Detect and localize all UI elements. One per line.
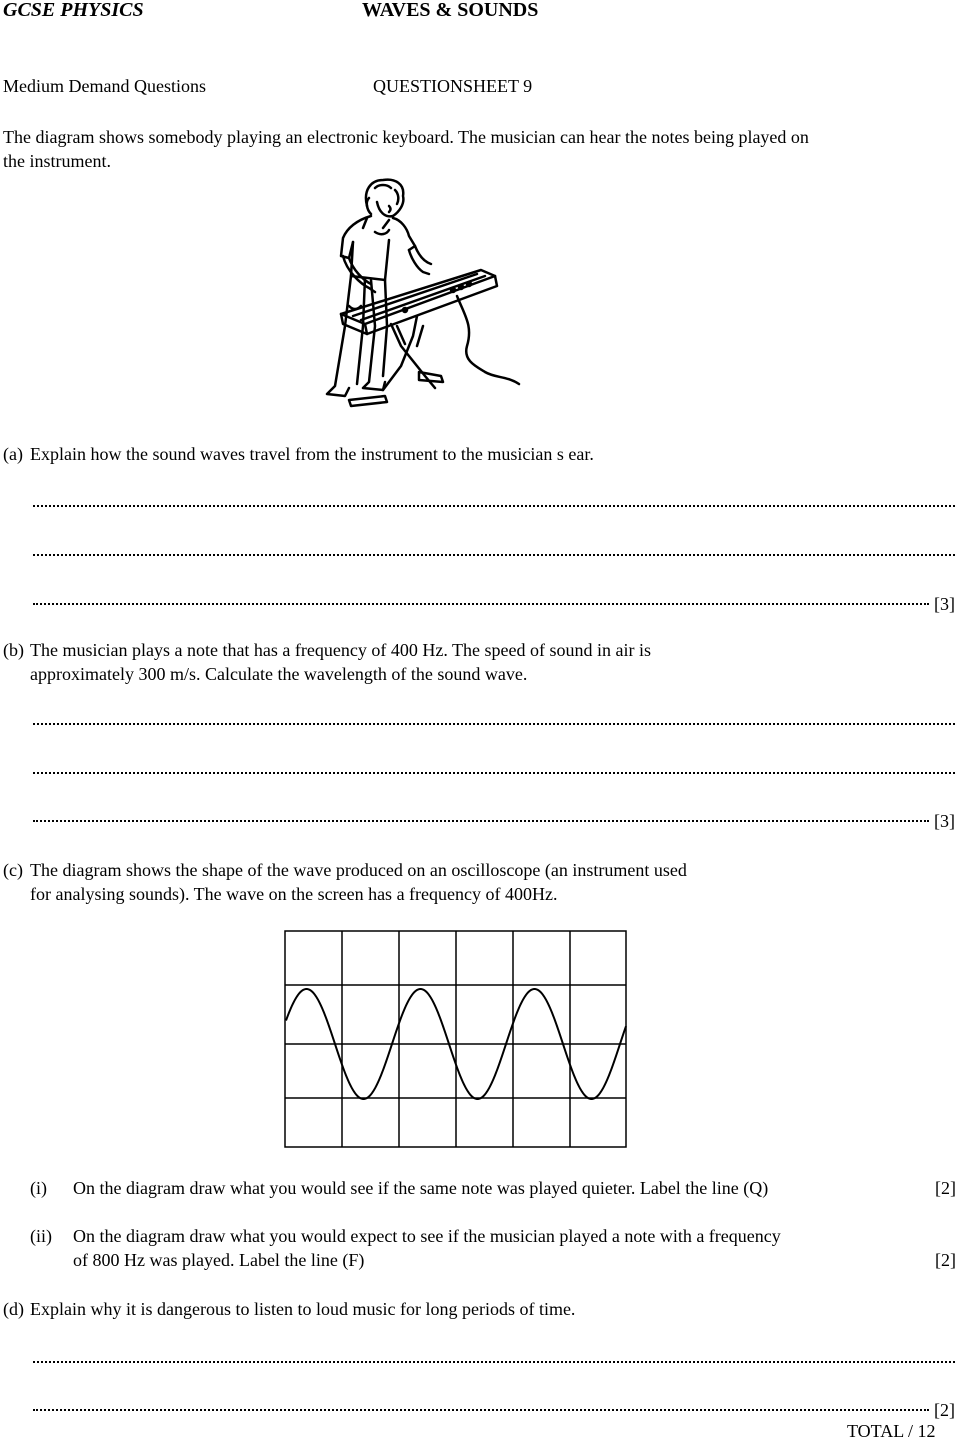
part-b-question-line-2: approximately 300 m/s. Calculate the wavelength of the sound wave.	[30, 664, 528, 684]
part-a-marks: [3]	[934, 594, 955, 614]
part-a-label: (a)	[3, 444, 23, 464]
intro-line-1: The diagram shows somebody playing an electronic keyboard. The musician can hear the notes being played on	[3, 127, 809, 147]
sub-i-marks: [2]	[935, 1178, 956, 1198]
answer-line[interactable]	[33, 766, 955, 774]
answer-line[interactable]	[33, 499, 955, 507]
subject-title: GCSE PHYSICS	[3, 0, 144, 21]
sub-ii-question-line-1: On the diagram draw what you would expect to see if the musician played a note with a frequency	[73, 1226, 781, 1246]
part-b-label: (b)	[3, 640, 24, 660]
part-c-label: (c)	[3, 860, 23, 880]
answer-line[interactable]	[33, 597, 929, 605]
answer-line[interactable]	[33, 1355, 955, 1363]
part-b-question-line-1: The musician plays a note that has a frequency of 400 Hz. The speed of sound in air is	[30, 640, 651, 660]
answer-line[interactable]	[33, 717, 955, 725]
part-d-question: Explain why it is dangerous to listen to loud music for long periods of time.	[30, 1299, 576, 1319]
answer-line[interactable]	[33, 814, 929, 822]
answer-line[interactable]	[33, 548, 955, 556]
sub-ii-question-line-2: of 800 Hz was played. Label the line (F)	[73, 1250, 365, 1270]
oscilloscope-grid	[285, 931, 626, 1147]
sub-i-question: On the diagram draw what you would see if the same note was played quieter. Label the line (Q)	[73, 1178, 769, 1198]
oscilloscope-screen[interactable]	[284, 930, 628, 1150]
part-d-marks: [2]	[934, 1400, 955, 1420]
part-d-label: (d)	[3, 1299, 24, 1319]
demand-label: Medium Demand Questions	[3, 76, 206, 96]
keyboard-player-illustration	[305, 176, 535, 416]
topic-title: WAVES & SOUNDS	[362, 0, 539, 21]
sub-i-label: (i)	[30, 1178, 47, 1198]
part-c-question-line-2: for analysing sounds). The wave on the screen has a frequency of 400Hz.	[30, 884, 558, 904]
part-c-question-line-1: The diagram shows the shape of the wave produced on an oscilloscope (an instrument used	[30, 860, 687, 880]
total-marks: TOTAL / 12	[847, 1421, 936, 1441]
sub-ii-marks: [2]	[935, 1250, 956, 1270]
part-b-marks: [3]	[934, 811, 955, 831]
sub-ii-label: (ii)	[30, 1226, 52, 1246]
part-a-question: Explain how the sound waves travel from the instrument to the musician s ear.	[30, 444, 594, 464]
sheet-label: QUESTIONSHEET 9	[373, 76, 533, 96]
intro-line-2: the instrument.	[3, 151, 111, 171]
answer-line[interactable]	[33, 1403, 929, 1411]
